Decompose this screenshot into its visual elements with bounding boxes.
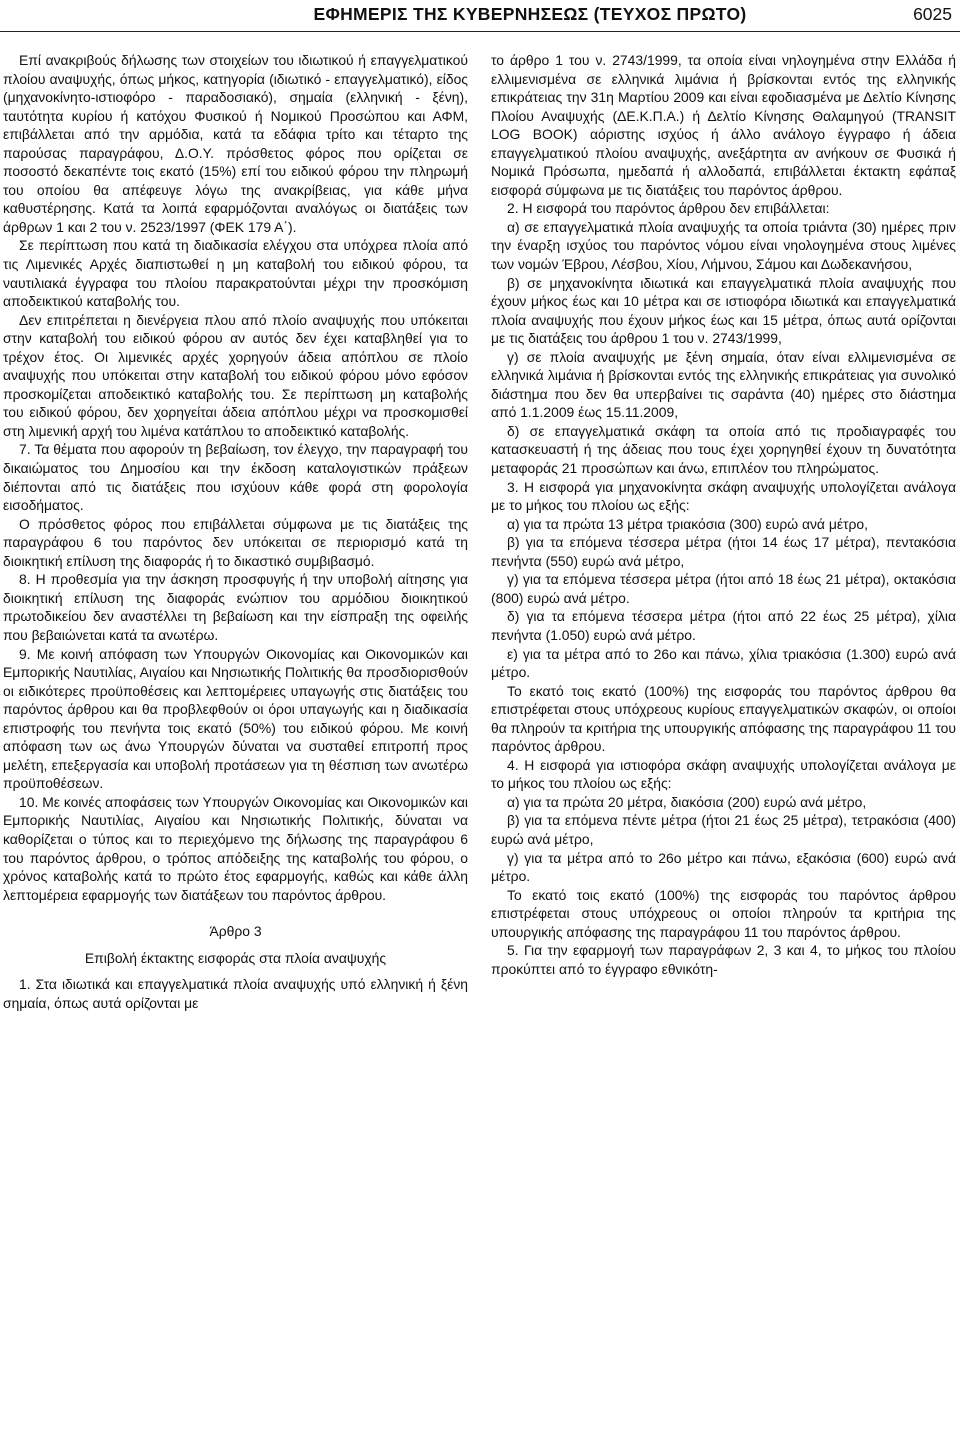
paragraph-2: 2. Η εισφορά του παρόντος άρθρου δεν επιβάλλεται: xyxy=(507,200,830,217)
article-subtitle: Επιβολή έκτακτης εισφοράς στα πλοία αναψυχής xyxy=(84,949,387,966)
paragraph: Ο πρόσθετος φόρος που επιβάλλεται σύμφωνα με τις διατάξεις της παραγράφου 6 του παρόντος δεν υπόκειται σε περιορισμό κατά τη διοικητική επίλυση της διαφοράς ή το δικαστικό συμβιβασμό. xyxy=(3,515,468,569)
left-column xyxy=(3,51,468,1012)
page-header xyxy=(0,4,960,28)
paragraph-4: 4. Η εισφορά για ιστιοφόρα σκάφη αναψυχής υπολογίζεται ανάλογα με το μήκος του πλοίου ως εξής: xyxy=(491,756,956,792)
paragraph-8: 8. Η προθεσμία για την άσκηση προσφυγής ή την υποβολή αίτησης για διοικητική επίλυση της διαφοράς ενώπιον του αρμόδιου διοικητικού πρωτοδικείου δεν αναστέλλει τη βεβαίωση και την είσπραξη της οφειλής που βεβαιώνεται κατά τα ανωτέρω. xyxy=(3,571,468,643)
list-item: β) για τα επόμενα τέσσερα μέτρα (ήτοι 14 έως 17 μέτρα), πεντακόσια πενήντα (550) ευρώ ανά μέτρο, xyxy=(491,534,956,569)
paragraph: Επί ανακριβούς δήλωσης των στοιχείων του ιδιωτικού ή επαγγελματικού πλοίου αναψυχής, όπως μήκος, κατηγορία (ιδιωτικό - επαγγελματικό), είδος (μηχανοκίνητο-ιστιοφόρο - παραδοσιακό), σημαία (ελληνική - ξένη), ταυτότητα κυρίου ή κατόχου Φυσικού ή Νομικού Προσώπου και ΑΦΜ, επιβάλλεται από την αρμόδια, κατά τα εδάφια τρίτο και τέταρτο της παρούσας παραγράφου, Δ.Ο.Υ. πρόσθετος φόρος που ορίζεται σε ποσοστό δεκαπέντε τοις εκατό (15%) επί του ειδικού φόρου την πληρωμή του οποίου θα απέφευγε λόγω της ανακρίβειας, για κάθε μήνα καθυστέρησης. Κατά τα λοιπά εφαρμόζονται αναλόγως οι διατάξεις των άρθρων 1 και 2 του ν. 2523/1997 (ΦΕΚ 179 Α΄). xyxy=(3,52,468,235)
list-item: γ) για τα μέτρα από το 26ο μέτρο και πάνω, εξακόσια (600) ευρώ ανά μέτρο. xyxy=(491,849,956,885)
list-item: δ) για τα επόμενα τέσσερα μέτρα (ήτοι από 22 έως 25 μέτρα), χίλια πενήντα (1.050) ευρώ ανά μέτρο. xyxy=(491,608,956,643)
list-item: α) για τα πρώτα 13 μέτρα τριακόσια (300) ευρώ ανά μέτρο, xyxy=(507,515,868,532)
paragraph-3: 3. Η εισφορά για μηχανοκίνητα σκάφη αναψυχής υπολογίζεται ανάλογα με το μήκος του πλοίου ως εξής: xyxy=(491,478,956,514)
article-title: Άρθρο 3 xyxy=(209,923,262,940)
spacer xyxy=(3,904,468,922)
paragraph: Το εκατό τοις εκατό (100%) της εισφοράς του παρόντος άρθρου επιστρέφεται στους υπόχρεους οι οποίοι πληρούν τα κριτήρια της υπουργικής απόφασης της παραγράφου 11 του παρόντος άρθρου. xyxy=(491,886,956,940)
list-item: β) σε μηχανοκίνητα ιδιωτικά και επαγγελματικά πλοία αναψυχής που έχουν μήκος έως και 10 μέτρα και σε ιστιοφόρα ιδιωτικά και επαγγελματικά πλοία αναψυχής που έχουν μήκος έως και 15 μέτρα, όπως αυτά ορίζονται με τις διατάξεις του άρθρου 1 του ν. 2743/1999, xyxy=(491,274,956,347)
gazette-title: ΕΦΗΜΕΡΙΣ ΤΗΣ ΚΥΒΕΡΝΗΣΕΩΣ (ΤΕΥΧΟΣ ΠΡΩΤΟ) xyxy=(313,4,747,24)
paragraph: Δεν επιτρέπεται η διενέργεια πλου από πλοίο αναψυχής που υπόκειται στην καταβολή του ειδικού φόρου αν αυτός δεν έχει καταβληθεί για το τρέχον έτος. Οι λιμενικές αρχές χορηγούν άδεια απόπλου σε πλοίο αναψυχής που υπόκειται στην καταβολή του ειδικού φόρου μόνο εφόσον προσκομίζεται αποδεικτικό καταβολής του. Σε περίπτωση μη καταβολής του ειδικού φόρου, δεν χορηγείται άδεια απόπλου μέχρι να προσκομισθεί στη λιμενική αρχή του λιμένα κατάπλου το αποδεικτικό καταβολής. xyxy=(3,311,468,439)
paragraph: Σε περίπτωση που κατά τη διαδικασία ελέγχου στα υπόχρεα πλοία από τις Λιμενικές Αρχές διαπιστωθεί η μη καταβολή του ειδικού φόρου, τα ναυτιλιακά έγγραφα του πλοίου παρακρατούνται μέχρι την προσκόμιση αποδεικτικού καταβολής του. xyxy=(3,237,468,310)
paragraph-10: 10. Με κοινές αποφάσεις των Υπουργών Οικονομίας και Οικονομικών και Εμπορικής Ναυτιλίας, Αιγαίου και Νησιωτικής Πολιτικής, δύναται να καθορίζεται ο τύπος και το περιεχόμενο της δήλωσης της παραγράφου 6 του παρόντος άρθρου, ο τρόπος απόδειξης της καταβολής του φόρου, ο χρόνος καταβολής κατά το πρώτο έτος εφαρμογής, καθώς και κάθε άλλη λεπτομέρεια εφαρμογής των διατάξεων του παρόντος άρθρου. xyxy=(3,793,468,903)
page-number: 6025 xyxy=(913,4,952,24)
list-item: α) σε επαγγελματικά πλοία αναψυχής τα οποία τριάντα (30) ημέρες πριν την έναρξη ισχύος του παρόντος νόμου είναι νηολογημένα στους λιμένες των νομών Έβρου, Λέσβου, Χίου, Λήμνου, Σάμου και Δωδεκανήσου, xyxy=(491,218,956,273)
paragraph: το άρθρο 1 του ν. 2743/1999, τα οποία είναι νηλογημένα στην Ελλάδα ή ελλιμενισμένα σε ελληνικά λιμάνια ή βρίσκονται εντός της ελληνικής επικράτειας την 31η Μαρτίου 2009 και είναι εφοδιασμένα με Δελτίο Κίνησης Πλοίου Αναψυχής (ΔΕ.Κ.Π.Α.) ή Δελτίο Κίνησης Θαλαμηγού (TRANSIT LOG BOOK) αόριστης ισχύος ή άλλο ανάλογο έγγραφο ή άδεια επαγγελματικού πλοίου αναψυχής, ανεξάρτητα αν ανήκουν σε Φυσικά ή Νομικά Πρόσωπα, ημεδαπά ή αλλοδαπά, επιβάλλεται έκτακτη εφάπαξ εισφορά σύμφωνα με τις διατάξεις του παρόντος άρθρου. xyxy=(491,52,956,198)
right-column xyxy=(491,51,956,978)
paragraph-1: 1. Στα ιδιωτικά και επαγγελματικά πλοία αναψυχής υπό ελληνική ή ξένη σημαία, όπως αυτά ορίζονται με xyxy=(3,976,468,1011)
paragraph-7: 7. Τα θέματα που αφορούν τη βεβαίωση, τον έλεγχο, την παραγραφή του δικαιώματος του Δημοσίου και την έκδοση καταλογιστικών πράξεων διέπονται από τις διατάξεις που ισχύουν κάθε φορά στη φορολογία εισοδήματος. xyxy=(3,441,468,514)
spacer xyxy=(3,967,468,975)
paragraph-5: 5. Για την εφαρμογή των παραγράφων 2, 3 και 4, το μήκος του πλοίου προκύπτει από το έγγραφο εθνικότη- xyxy=(491,942,956,977)
list-item: α) για τα πρώτα 20 μέτρα, διακόσια (200) ευρώ ανά μέτρο, xyxy=(507,793,867,810)
list-item: δ) σε επαγγελματικά σκάφη τα οποία από τις προδιαγραφές του κατασκευαστή ή της άδειας που τους έχει χορηγηθεί έχουν τη δυνατότητα μεταφοράς 21 προσώπων και άνω, επιπλέον του πληρώματος. xyxy=(491,422,956,477)
list-item: β) για τα επόμενα πέντε μέτρα (ήτοι 21 έως 25 μέτρα), τετρακόσια (400) ευρώ ανά μέτρο, xyxy=(491,812,956,847)
paragraph-9: 9. Με κοινή απόφαση των Υπουργών Οικονομίας και Οικονομικών και Εμπορικής Ναυτιλίας, Αιγαίου και Νησιωτικής Πολιτικής θα προσδιορισθούν οι ειδικότερες προϋποθέσεις και λεπτομέρειες υπαγωγής στις διατάξεις του παρόντος άρθρου και θα προβλεφθούν οι όροι υπαγωγής και η διαδικασία επιστροφής του πενήντα τοις εκατό (50%) του ειδικού φόρου. Με κοινή απόφαση των ως άνω Υπουργών δύναται να συσταθεί επιτροπή προς μελέτη, επεξεργασία και υποβολή προτάσεων για τη θέσπιση των ανωτέρω προϋποθέσεων. xyxy=(3,645,468,792)
spacer xyxy=(3,941,468,949)
list-item: γ) για τα επόμενα τέσσερα μέτρα (ήτοι από 18 έως 21 μέτρα), οκτακόσια (800) ευρώ ανά μέτρο. xyxy=(491,571,956,606)
list-item: γ) σε πλοία αναψυχής με ξένη σημαία, όταν είναι ελλιμενισμένα σε ελληνικά λιμάνια ή βρίσκονται εντός της ελληνικής επικράτειας για συνολικό διάστημα που δεν θα υπερβαίνει τις σαράντα (40) ημέρες στο διάστημα από 1.1.2009 έως 15.11.2009, xyxy=(491,348,956,421)
header-rule xyxy=(0,31,960,32)
list-item: ε) για τα μέτρα από το 26ο και πάνω, χίλια τριακόσια (1.300) ευρώ ανά μέτρο. xyxy=(491,645,956,681)
paragraph: Το εκατό τοις εκατό (100%) της εισφοράς του παρόντος άρθρου θα επιστρέφεται στους υπόχρεους κυρίους επαγγελματικών σκαφών, οι οποίοι θα πληρούν τα κριτήρια της υπουργικής απόφασης της παραγράφου 11 του παρόντος άρθρου. xyxy=(491,682,956,755)
